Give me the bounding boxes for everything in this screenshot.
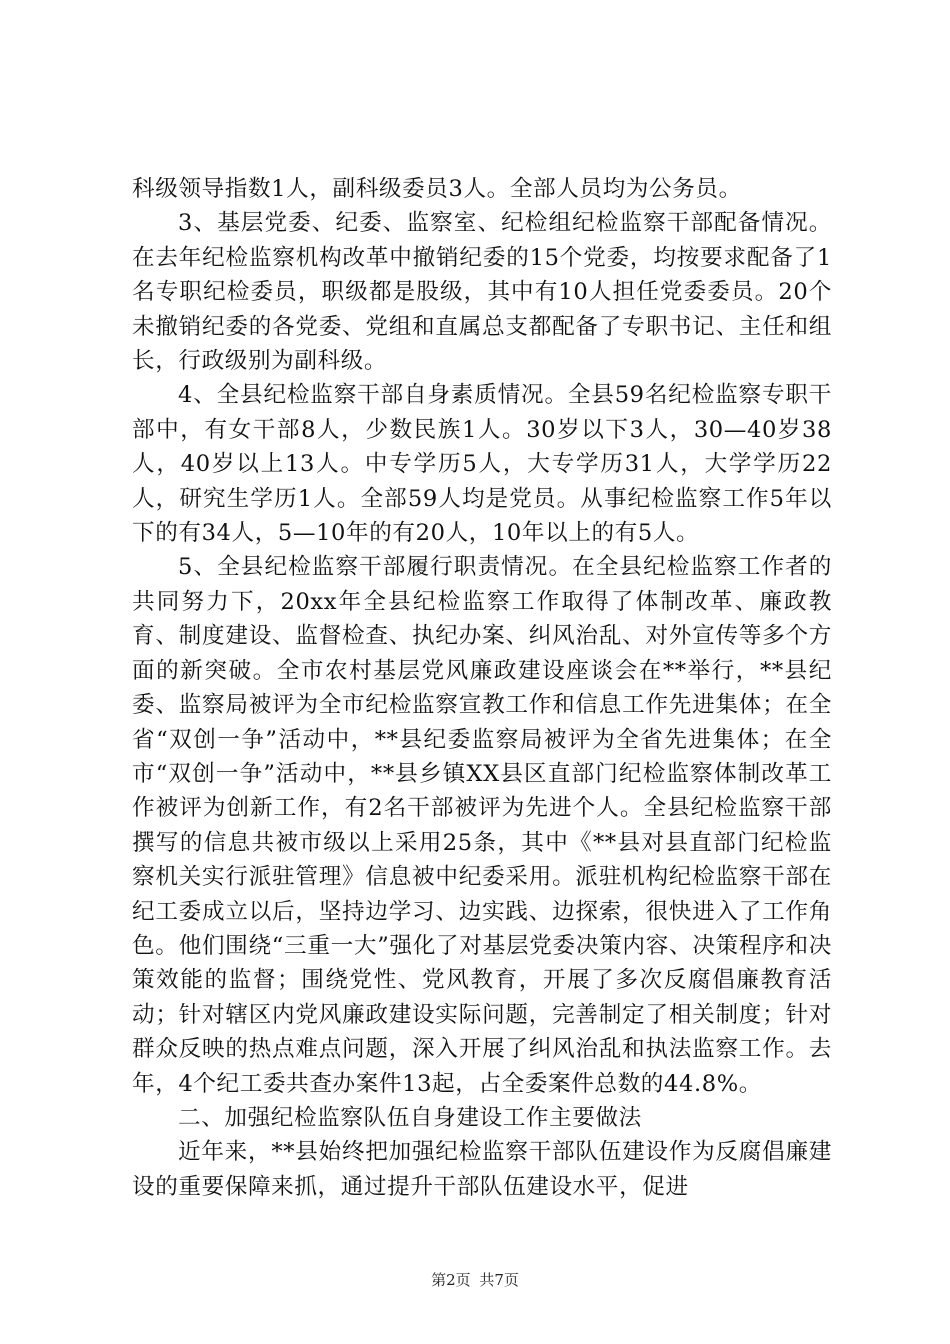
paragraph-1: 科级领导指数1人，副科级委员3人。全部人员均为公务员。 xyxy=(132,176,742,202)
document-body xyxy=(132,172,832,1204)
paragraph-4: 5、全县纪检监察干部履行职责情况。在全县纪检监察工作者的共同努力下，20xx年全县纪检监察工作取得了体制改革、廉政教育、制度建设、监督检查、执纪办案、纠风治乱、对外宣传等多个方面的新突破。全市农村基层党风廉政建设座谈会在**举行，**县纪委、监察局被评为全市纪检监察宣教工作和信息工作先进集体；在全省“双创一争”活动中，**县纪委监察局被评为全省先进集体；在全市“双创一争”活动中，**县乡镇XX县区直部门纪检监察体制改革工作被评为创新工作，有2名干部被评为先进个人。全县纪检监察干部撰写的信息共被市级以上采用25条，其中《**县对县直部门纪检监察机关实行派驻管理》信息被中纪委采用。派驻机构纪检监察干部在纪工委成立以后，坚持边学习、边实践、边探索，很快进入了工作角色。他们围绕“三重一大”强化了对基层党委决策内容、决策程序和决策效能的监督；围绕党性、党风教育，开展了多次反腐倡廉教育活动；针对辖区内党风廉政建设实际问题，完善制定了相关制度；针对群众反映的热点难点问题，深入开展了纠风治乱和执法监察工作。去年，4个纪工委共查办案件13起，占全委案件总数的44.8%。 xyxy=(132,554,832,1097)
section-heading: 二、加强纪检监察队伍自身建设工作主要做法 xyxy=(178,1104,642,1131)
paragraph-2: 3、基层党委、纪委、监察室、纪检组纪检监察干部配备情况。在去年纪检监察机构改革中撤销纪委的15个党委，均按要求配备了1名专职纪检委员，职级都是股级，其中有10人担任党委委员。20个未撤销纪委的各党委、党组和直属总支都配备了专职书记、主任和组长，行政级别为副科级。 xyxy=(132,210,832,375)
page-number: 第2页 xyxy=(431,1271,471,1289)
paragraph-5: 近年来，**县始终把加强纪检监察干部队伍建设作为反腐倡廉建设的重要保障来抓，通过提升干部队伍建设水平，促进 xyxy=(132,1139,832,1200)
paragraph-3: 4、全县纪检监察干部自身素质情况。全县59名纪检监察专职干部中，有女干部8人，少数民族1人。30岁以下3人，30—40岁38人，40岁以上13人。中专学历5人，大专学历31人，大学学历22人，研究生学历1人。全部59人均是党员。从事纪检监察工作5年以下的有34人，5—10年的有20人，10年以上的有5人。 xyxy=(132,382,832,547)
page-footer xyxy=(0,1269,950,1290)
page-total: 共7页 xyxy=(479,1271,519,1289)
